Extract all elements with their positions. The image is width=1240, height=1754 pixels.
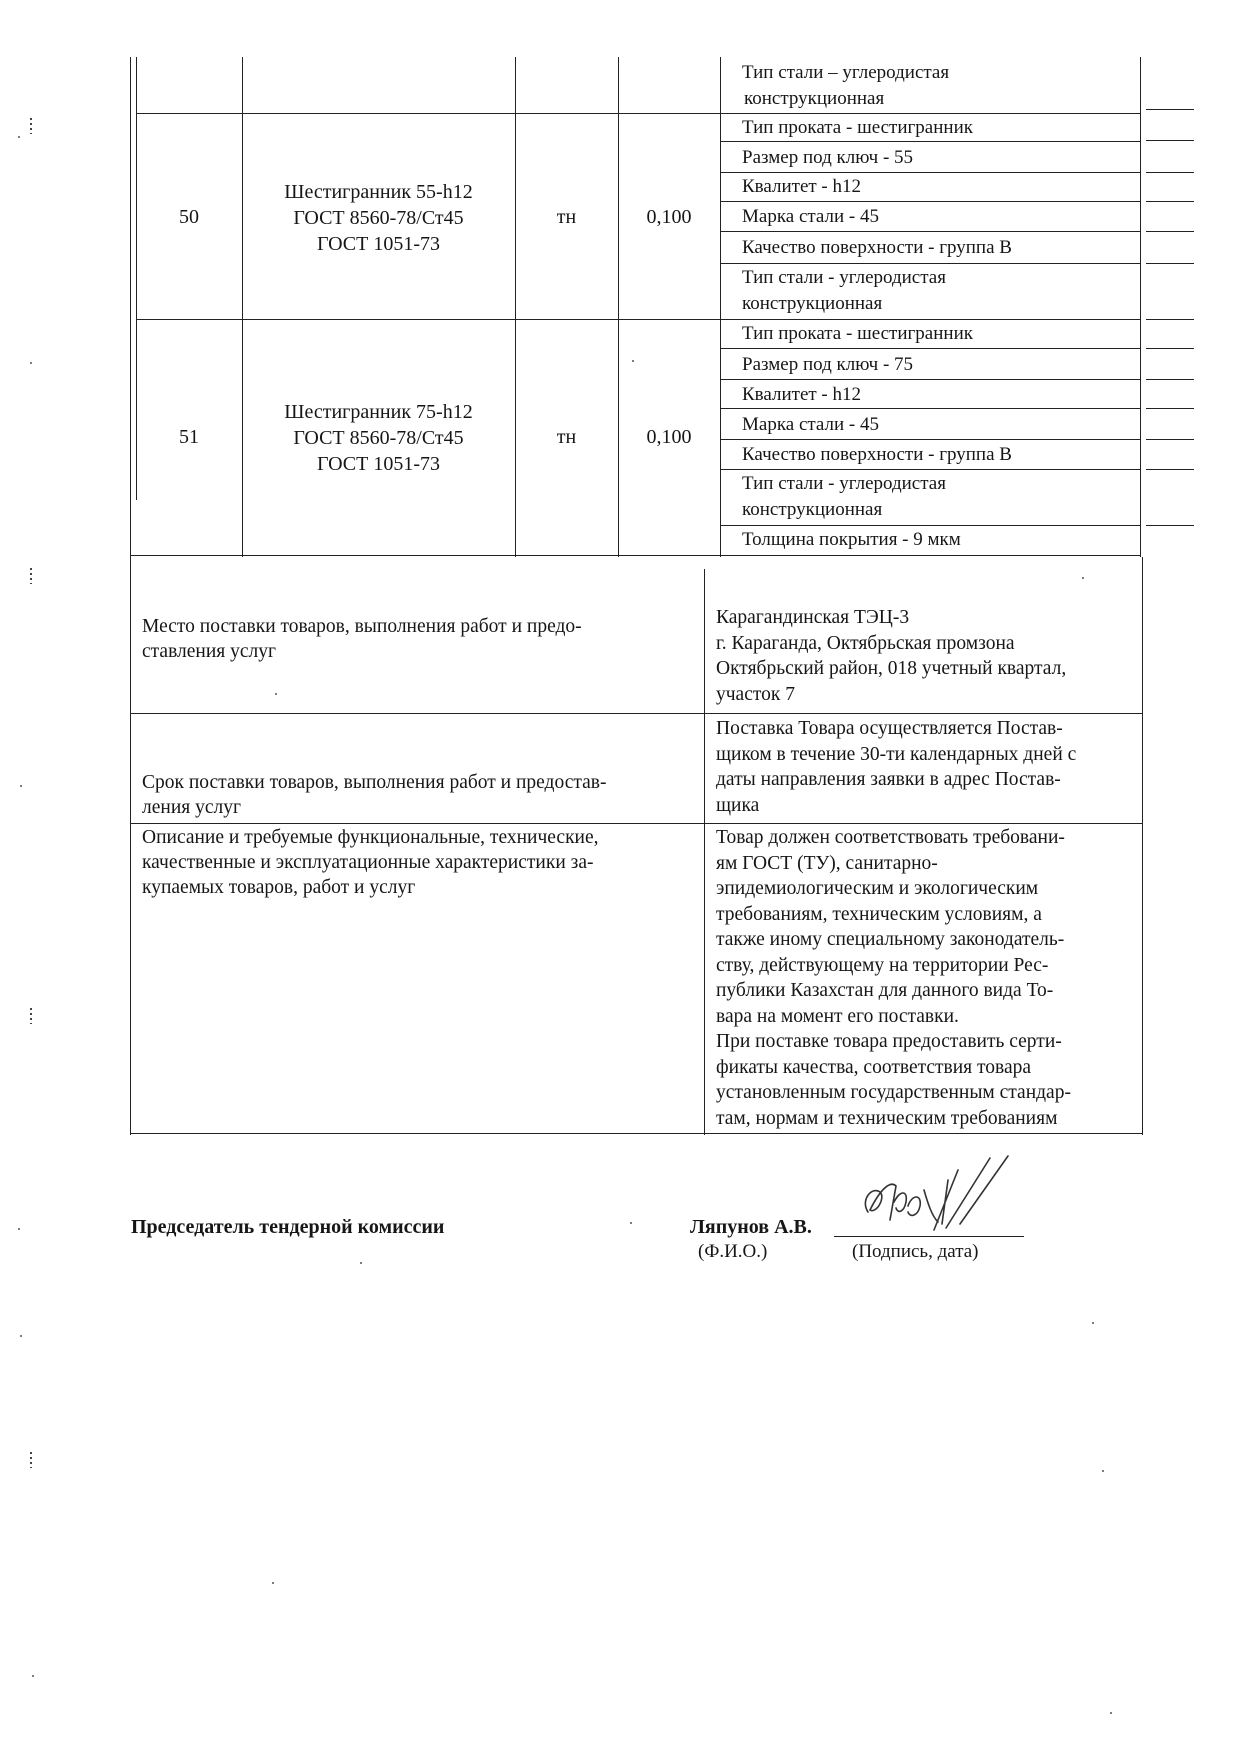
condition-value-line: фикаты качества, соответствия товара bbox=[716, 1056, 1032, 1078]
condition-value-line: щика bbox=[716, 794, 760, 816]
scan-artifact bbox=[272, 1582, 274, 1584]
condition-value-line: также иному специальному законодатель- bbox=[716, 929, 1065, 950]
scan-mark bbox=[1146, 408, 1194, 409]
condition-label-line: Место поставки товаров, выполнения работ и предо- bbox=[142, 616, 582, 637]
spec-cell bbox=[730, 60, 1140, 112]
item-unit: тн bbox=[556, 206, 577, 228]
spec-cell: Квалитет - h12 bbox=[742, 176, 862, 197]
table-border-right bbox=[1140, 57, 1141, 557]
spec-separator bbox=[720, 201, 1140, 202]
condition-value-line: ям ГОСТ (ТУ), санитарно- bbox=[716, 852, 938, 874]
condition-value-line: там, нормам и техническим требованиям bbox=[716, 1107, 1058, 1129]
scan-artifact bbox=[30, 362, 32, 364]
row-separator bbox=[130, 713, 1142, 714]
condition-value-line: даты направления заявки в адрес Постав- bbox=[716, 769, 1061, 790]
condition-value bbox=[716, 716, 1141, 818]
condition-label-line: купаемых товаров, работ и услуг bbox=[142, 877, 416, 898]
chairman-title: Председатель тендерной комиссии bbox=[131, 1216, 445, 1238]
condition-value bbox=[716, 605, 1141, 707]
condition-value-line: эпидемиологическим и экологическим bbox=[716, 878, 1039, 899]
item-quantity: 0,100 bbox=[646, 426, 692, 448]
spec-cell: Размер под ключ - 55 bbox=[742, 147, 914, 168]
item-unit: тн bbox=[556, 426, 577, 448]
condition-value bbox=[716, 825, 1141, 1131]
spec-cell: Тип проката - шестигранник bbox=[742, 117, 973, 138]
condition-value-line: г. Караганда, Октябрьская промзона bbox=[716, 632, 1015, 654]
spec-cell: Квалитет - h12 bbox=[742, 384, 862, 405]
item-name-line: ГОСТ 8560-78/Ст45 bbox=[293, 207, 464, 229]
scan-artifact bbox=[20, 785, 22, 787]
spec-cell bbox=[730, 265, 1140, 317]
item-name-line: ГОСТ 1051-73 bbox=[317, 233, 440, 255]
item-name bbox=[242, 179, 515, 257]
item-name-line: ГОСТ 8560-78/Ст45 bbox=[293, 427, 464, 449]
scan-mark bbox=[1146, 201, 1194, 202]
scan-artifact bbox=[18, 1228, 20, 1230]
spec-cell: Размер под ключ - 75 bbox=[742, 354, 914, 375]
col-divider-unit bbox=[618, 57, 619, 557]
condition-value-line: ству, действующему на территории Рес- bbox=[716, 954, 1049, 976]
spec-cell bbox=[730, 471, 1140, 523]
scan-mark bbox=[1146, 379, 1194, 380]
scan-mark bbox=[1146, 231, 1194, 232]
spec-separator bbox=[720, 439, 1140, 440]
condition-value-line: Карагандинская ТЭЦ-3 bbox=[716, 607, 910, 628]
spec-line: Тип стали - углеродистая bbox=[742, 473, 946, 494]
row-separator bbox=[136, 113, 1140, 114]
condition-value-line: Товар должен соответствовать требовани- bbox=[716, 827, 1065, 848]
condition-value-line: вара на момент его поставки. bbox=[716, 1005, 959, 1027]
spec-separator bbox=[720, 525, 1140, 526]
scan-artifact bbox=[1092, 1322, 1094, 1324]
spec-separator bbox=[720, 379, 1140, 380]
condition-value-line: требованиям, техническим условиям, а bbox=[716, 903, 1042, 925]
item-number: 51 bbox=[179, 426, 199, 448]
scan-mark bbox=[1146, 172, 1194, 173]
scan-artifact bbox=[1110, 1712, 1112, 1714]
row-separator bbox=[130, 555, 1140, 556]
spec-separator bbox=[720, 263, 1140, 264]
row-separator bbox=[136, 319, 1140, 320]
condition-label bbox=[142, 614, 702, 664]
spec-line: конструкционная bbox=[742, 499, 883, 520]
spec-separator bbox=[720, 348, 1140, 349]
spec-separator bbox=[720, 469, 1140, 470]
scan-artifact bbox=[1102, 1470, 1104, 1472]
item-quantity: 0,100 bbox=[646, 206, 692, 228]
item-name-line: Шестигранник 75-h12 bbox=[284, 401, 473, 423]
table-border-left bbox=[130, 557, 131, 1135]
scan-artifact bbox=[30, 1008, 32, 1024]
condition-value-line: установленным государственным стандар- bbox=[716, 1082, 1071, 1103]
scan-artifact bbox=[360, 1262, 362, 1264]
spec-cell: Качество поверхности - группа В bbox=[742, 237, 1012, 258]
scan-mark bbox=[1146, 140, 1194, 141]
scan-mark bbox=[1146, 348, 1194, 349]
scan-mark bbox=[1146, 263, 1194, 264]
spec-line: конструкционная bbox=[742, 293, 883, 314]
scan-artifact bbox=[632, 360, 634, 362]
spec-separator bbox=[720, 408, 1140, 409]
condition-label-line: ления услуг bbox=[142, 797, 241, 818]
item-name-line: Шестигранник 55-h12 bbox=[284, 181, 473, 203]
scan-artifact bbox=[18, 136, 20, 138]
scan-mark bbox=[1146, 439, 1194, 440]
conditions-table bbox=[130, 557, 1145, 1135]
scan-artifact bbox=[275, 693, 277, 695]
scan-mark bbox=[1146, 525, 1194, 526]
condition-value-line: щиком в течение 30-ти календарных дней с bbox=[716, 743, 1077, 765]
spec-cell: Толщина покрытия - 9 мкм bbox=[742, 529, 961, 550]
scan-artifact bbox=[1082, 577, 1084, 579]
spec-line: Тип стали – углеродистая bbox=[742, 62, 950, 83]
row-separator bbox=[130, 823, 1142, 824]
scan-mark bbox=[1146, 319, 1194, 320]
table-border-left-outer bbox=[130, 57, 131, 557]
spec-separator bbox=[720, 231, 1140, 232]
spec-line: конструкционная bbox=[744, 88, 885, 109]
chairman-name: Ляпунов А.В. bbox=[690, 1216, 812, 1238]
fio-caption: (Ф.И.О.) bbox=[698, 1241, 768, 1262]
condition-value-line: Октябрьский район, 018 учетный квартал, bbox=[716, 658, 1067, 679]
condition-value-line: участок 7 bbox=[716, 683, 795, 705]
sign-date-caption: (Подпись, дата) bbox=[852, 1241, 979, 1262]
spec-cell: Марка стали - 45 bbox=[742, 206, 879, 227]
spec-separator bbox=[720, 141, 1140, 142]
scan-artifact bbox=[30, 118, 32, 134]
items-table bbox=[130, 57, 1140, 557]
spec-cell: Качество поверхности - группа В bbox=[742, 444, 1012, 465]
handwritten-signature bbox=[850, 1150, 1030, 1240]
spec-separator bbox=[720, 172, 1140, 173]
col-divider-number bbox=[242, 57, 243, 557]
scan-mark bbox=[1146, 469, 1194, 470]
row-separator bbox=[130, 1133, 1142, 1134]
condition-label bbox=[142, 825, 702, 900]
col-divider-name bbox=[515, 57, 516, 557]
scan-artifact bbox=[30, 568, 32, 584]
scan-mark bbox=[1146, 109, 1194, 110]
item-name-line: ГОСТ 1051-73 bbox=[317, 453, 440, 475]
condition-value-line: публики Казахстан для данного вида То- bbox=[716, 980, 1054, 1001]
col-divider-qty bbox=[720, 57, 721, 557]
scan-artifact bbox=[20, 1335, 22, 1337]
condition-label-line: Срок поставки товаров, выполнения работ и предостав- bbox=[142, 772, 607, 793]
scan-artifact bbox=[630, 1222, 632, 1224]
condition-label bbox=[142, 770, 702, 820]
scan-artifact bbox=[32, 1675, 34, 1677]
item-name bbox=[242, 399, 515, 477]
condition-label-line: ставления услуг bbox=[142, 641, 277, 662]
condition-value-line: Поставка Товара осуществляется Постав- bbox=[716, 718, 1063, 739]
scan-artifact bbox=[30, 1452, 32, 1468]
col-divider bbox=[704, 569, 705, 1135]
table-border-right bbox=[1142, 557, 1143, 1135]
item-number: 50 bbox=[179, 206, 199, 228]
spec-line: Тип стали - углеродистая bbox=[742, 267, 946, 288]
spec-cell: Марка стали - 45 bbox=[742, 414, 879, 435]
condition-label-line: Описание и требуемые функциональные, технические, bbox=[142, 827, 599, 848]
spec-cell: Тип проката - шестигранник bbox=[742, 323, 973, 344]
condition-label-line: качественные и эксплуатационные характеристики за- bbox=[142, 852, 594, 873]
condition-value-line: При поставке товара предоставить серти- bbox=[716, 1031, 1062, 1052]
